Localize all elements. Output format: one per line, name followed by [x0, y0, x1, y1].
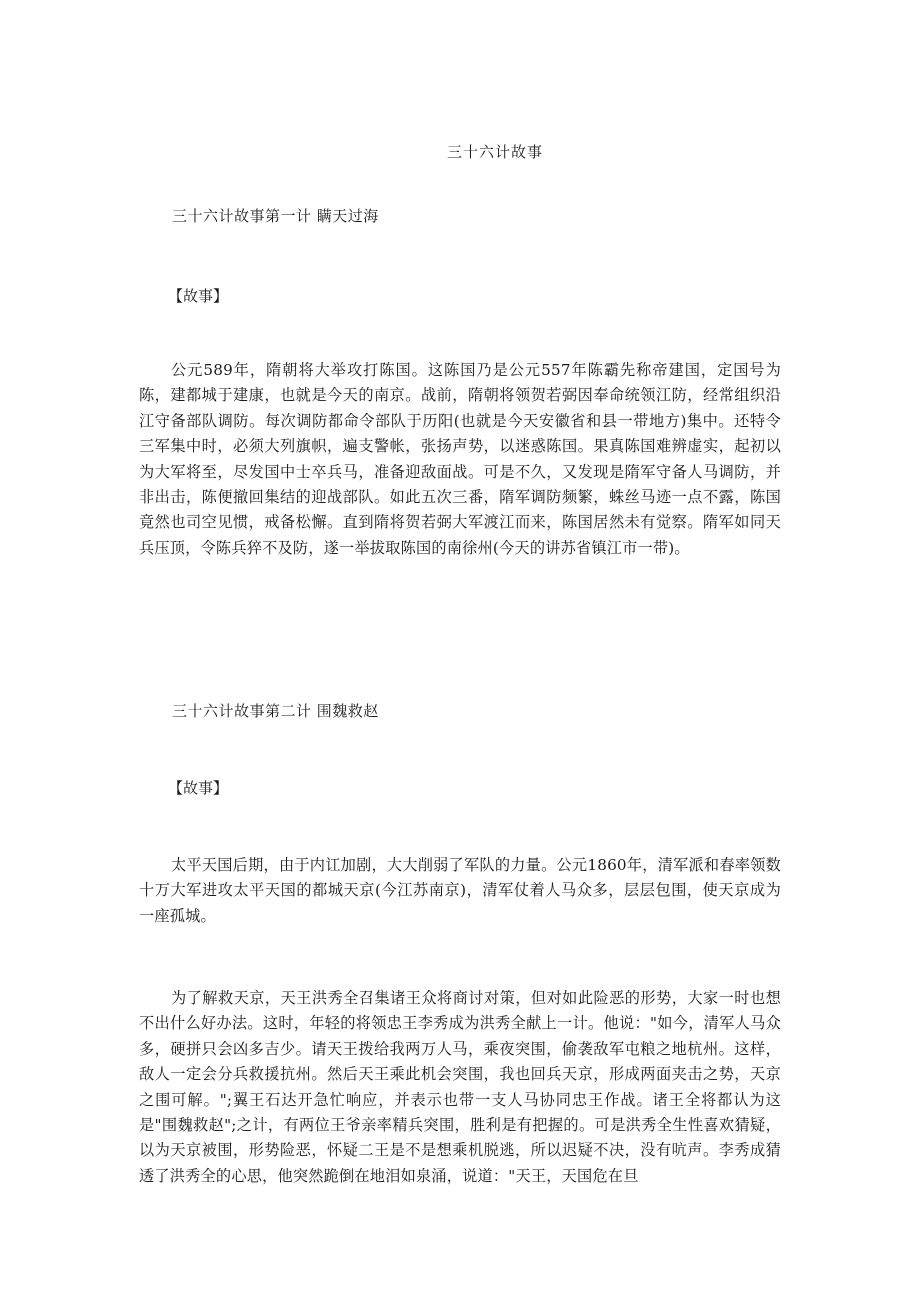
section-2-paragraph-1: 太平天国后期，由于内讧加剧，大大削弱了军队的力量。公元1860年，清军派和春率领数十万大军进攻太平天国的都城天京(今江苏南京)，清军仗着人马众多，层层包围，使天京成为一座孤城。 [139, 856, 781, 925]
section-1-heading: 三十六计故事第一计 瞒天过海 [172, 207, 379, 225]
section-2-story-tag: 【故事】 [168, 779, 229, 797]
section-2-heading: 三十六计故事第二计 围魏救赵 [172, 702, 379, 720]
section-1-paragraph-1: 公元589年，隋朝将大举攻打陈国。这陈国乃是公元557年陈霸先称帝建国，定国号为陈，建都城于建康，也就是今天的南京。战前，隋朝将领贺若弼因奉命统领江防，经常组织沿江守备部队调防。每次调防都命令部队于历阳(也就是今天安徽省和县一带地方)集中。还特令三军集中时，必须大列旗帜，遍支警帐，张扬声势，以迷惑陈国。果真陈国难辨虚实，起初以为大军将至，尽发国中士卒兵马，准备迎敌面战。可是不久，又发现是隋军守备人马调防，并非出击，陈便撤回集结的迎战部队。如此五次三番，隋军调防频繁，蛛丝马迹一点不露，陈国竟然也司空见惯，戒备松懈。直到隋将贺若弼大军渡江而来，陈国居然未有觉察。隋军如同天兵压顶，令陈兵猝不及防，遂一举拔取陈国的南徐州(今天的讲苏省镇江市一带)。 [139, 361, 781, 557]
section-1-story-tag: 【故事】 [168, 287, 229, 305]
document-title: 三十六计故事 [446, 143, 543, 161]
section-2-paragraph-2: 为了解救天京，天王洪秀全召集诸王众将商讨对策，但对如此险恶的形势，大家一时也想不出什么好办法。这时，年轻的将领忠王李秀成为洪秀全献上一计。他说："如今，清军人马众多，硬拼只会凶多吉少。请天王拨给我两万人马，乘夜突围，偷袭敌军屯粮之地杭州。这样，敌人一定会分兵救援抗州。然后天王乘此机会突围，我也回兵天京，形成两面夹击之势，天京之围可解。";翼王石达开急忙响应，并表示也带一支人马协同忠王作战。诸王全将都认为这是"围魏救赵";之计，有两位王爷亲率精兵突围，胜利是有把握的。可是洪秀全生性喜欢猜疑，以为天京被围，形势险恶，怀疑二王是不是想乘机脱逃，所以迟疑不决，没有吭声。李秀成猜透了洪秀全的心思，他突然跪倒在地泪如泉涌，说道："天王，天国危在旦 [139, 989, 781, 1185]
